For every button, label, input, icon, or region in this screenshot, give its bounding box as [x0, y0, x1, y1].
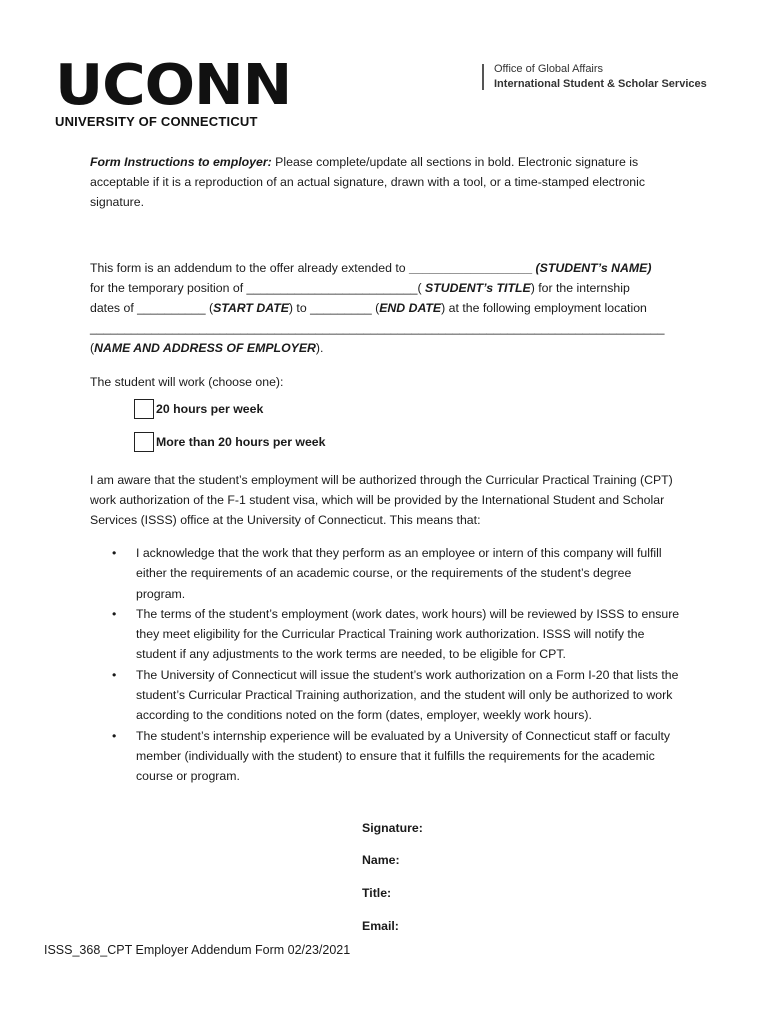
option-20-hours-label: 20 hours per week — [156, 402, 264, 416]
header-divider — [482, 64, 484, 90]
addendum-text: ) for the internship — [530, 281, 630, 295]
addendum-line-5 — [90, 338, 700, 358]
student-title-label: STUDENT’s TITLE — [425, 281, 531, 295]
list-item — [112, 665, 682, 726]
addendum-line-3 — [90, 298, 700, 318]
end-date-blank[interactable]: _________ — [310, 301, 372, 315]
bullet-text: The University of Connecticut will issue the student’s work authorization on a Form I-20 that lists the student’s Curricular Practical Training authorization, and the student will only be authorized to work according to the conditions noted on the form (dates, employer, weekly work hours). — [136, 667, 679, 723]
bullet-text: The student’s internship experience will be evaluated by a University of Connecticut staff or faculty member (individually with the student) to ensure that it fulfills the requirements for the academic course or program. — [136, 728, 671, 784]
employer-label: NAME AND ADDRESS OF EMPLOYER — [94, 341, 316, 355]
start-date-blank[interactable]: __________ — [137, 301, 206, 315]
department-name: International Student & Scholar Services — [494, 78, 707, 90]
bullet-icon: • — [112, 546, 117, 560]
addendum-text: ( — [90, 341, 95, 355]
signature-field-label[interactable]: Signature: — [362, 821, 423, 835]
student-name-label: (STUDENT’s NAME) — [532, 261, 652, 275]
addendum-text: ( — [371, 301, 380, 315]
bullet-icon: • — [112, 667, 117, 682]
addendum-text: This form is an addendum to the offer already extended to — [90, 261, 409, 275]
start-date-label: START DATE — [213, 301, 289, 315]
end-date-label: END DATE — [379, 301, 442, 315]
addendum-text: ) at the following employment location — [441, 301, 647, 315]
addendum-text: ) to — [288, 301, 311, 315]
checkbox-more-than-20-hours[interactable] — [134, 432, 154, 452]
list-item — [112, 604, 682, 665]
instructions-label: Form Instructions to employer: — [90, 155, 272, 169]
form-footer: ISSS_368_CPT Employer Addendum Form 02/23/2021 — [44, 943, 351, 957]
office-name: Office of Global Affairs — [494, 63, 604, 75]
instructions-text: Please complete/update all sections in bold. Electronic signature is acceptable if it is a reproduction of an actual signature, drawn with a tool, or a time-stamped electronic signature. — [90, 155, 646, 209]
option-more-than-20-hours-label: More than 20 hours per week — [156, 435, 326, 449]
addendum-text: ( — [417, 281, 426, 295]
email-field-label[interactable]: Email: — [362, 919, 399, 933]
student-title-blank[interactable]: _________________________ — [246, 281, 418, 295]
addendum-text: ( — [205, 301, 214, 315]
addendum-text: ). — [315, 341, 324, 355]
addendum-line-1 — [90, 258, 700, 278]
employer-blank[interactable]: ____________________________________________________________________________________ — [90, 321, 665, 335]
option-20-hours — [134, 399, 263, 419]
bullet-icon: • — [112, 606, 117, 621]
bullet-icon: • — [112, 728, 117, 743]
work-hours-prompt: The student will work (choose one): — [90, 375, 284, 389]
checkbox-20-hours[interactable] — [134, 399, 154, 419]
bullet-list — [112, 543, 682, 787]
addendum-text: dates of — [90, 301, 138, 315]
title-field-label[interactable]: Title: — [362, 886, 392, 900]
addendum-paragraph — [90, 258, 700, 358]
addendum-text: for the temporary position of — [90, 281, 247, 295]
option-more-than-20-hours — [134, 432, 325, 452]
addendum-line-2 — [90, 278, 700, 298]
bullet-text: I acknowledge that the work that they perform as an employee or intern of this company will fulfill either the requirements of an academic course, or the requirements of the student’s degree program. — [136, 546, 662, 601]
uconn-logo: UCONN — [55, 53, 292, 118]
awareness-paragraph: I am aware that the student’s employment will be authorized through the Curricular Practical Training (CPT) work authorization of the F-1 student visa, which will be provided by the International Student and Scholar Services (ISSS) office at the University of Connecticut. This means that: — [90, 473, 673, 527]
list-item — [112, 726, 682, 787]
student-name-blank[interactable]: __________________ — [409, 261, 533, 275]
university-name: UNIVERSITY OF CONNECTICUT — [55, 114, 258, 129]
form-instructions — [90, 152, 690, 212]
list-item — [112, 543, 682, 604]
name-field-label[interactable]: Name: — [362, 853, 400, 867]
bullet-text: The terms of the student’s employment (work dates, work hours) will be reviewed by ISSS to ensure they meet eligibility for the Curricular Practical Training work authorization. ISSS will notify the student if any adjustments to the work terms are needed, to be eligible for CPT. — [136, 606, 680, 662]
